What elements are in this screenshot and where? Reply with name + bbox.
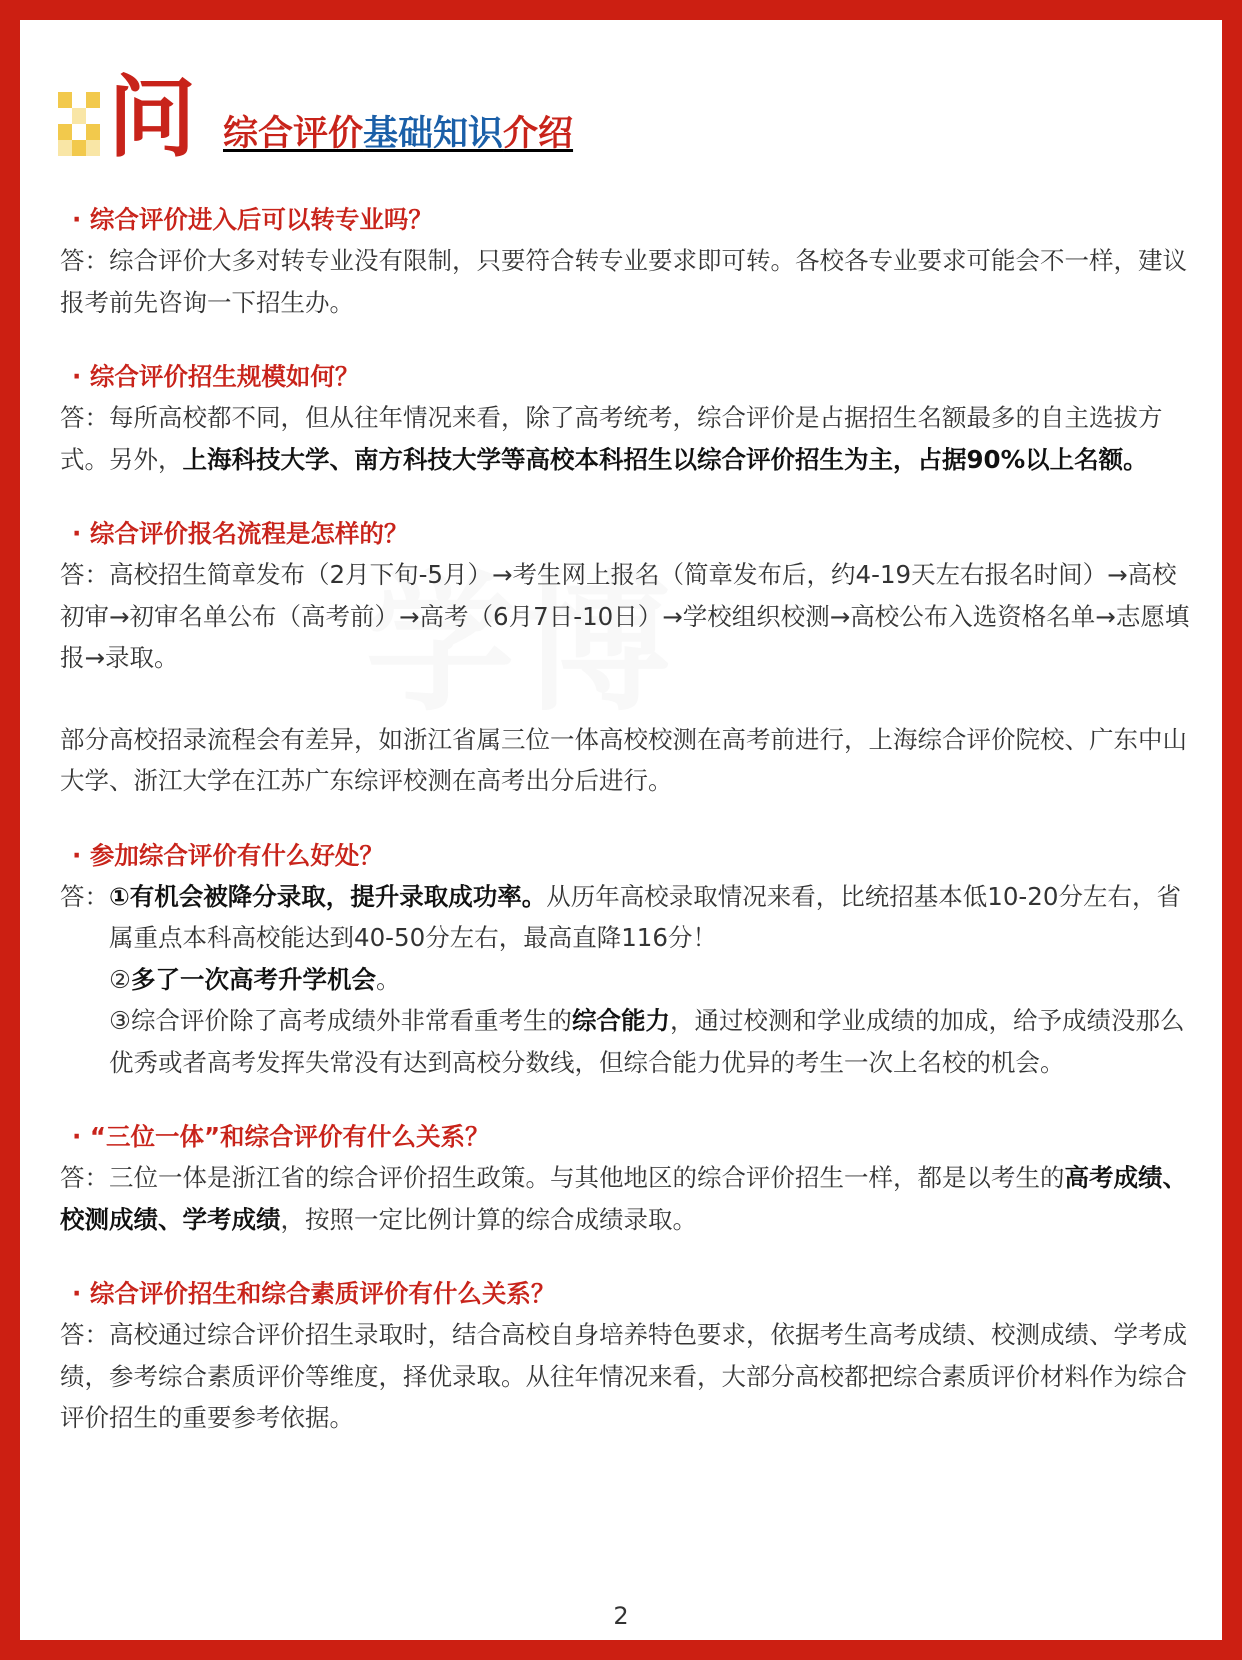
answer-highlight: 上海科技大学、南方科技大学等高校本科招生以综合评价招生为主，占据90%以上名额。 — [182, 444, 1148, 474]
faq-section-3 — [60, 514, 1200, 802]
question: · 综合评价招生和综合素质评价有什么关系？ — [72, 1279, 556, 1308]
question: · 参加综合评价有什么好处？ — [72, 840, 384, 870]
answer-list — [60, 876, 1200, 1084]
page — [20, 20, 1222, 1640]
answer-highlight: 高考成绩、校测成绩、学考成绩 — [60, 1163, 1187, 1234]
faq-section-4 — [60, 836, 1200, 1084]
title-part2: 基础知识 — [363, 114, 504, 154]
answer: 答：高校招生简章发布（2月下旬-5月）→考生网上报名（简章发布后，约4-19天左右报名时间）→高校初审→初审名单公布（高考前）→高考（6月7日-10日）→学校组织校测→高校公布入选资格名单→志愿填报→录取。 — [60, 560, 1190, 672]
faq-section-2 — [60, 357, 1200, 480]
answer-note: 部分高校招录流程会有差异，如浙江省属三位一体高校校测在高考前进行，上海综合评价院校、广东中山大学、浙江大学在江苏广东综评校测在高考出分后进行。 — [60, 724, 1187, 795]
question: · 综合评价进入后可以转专业吗？ — [72, 205, 433, 234]
question: · 综合评价报名流程是怎样的？ — [72, 519, 409, 548]
faq-section-5 — [60, 1117, 1200, 1240]
answer: 答：高校通过综合评价招生录取时，结合高校自身培养特色要求，依据考生高考成绩、校测成绩、学考成绩，参考综合素质评价等维度，择优录取。从往年情况来看，大部分高校都把综合素质评价材料作为综合评价招生的重要参考依据。 — [60, 1320, 1187, 1432]
answer: 答：综合评价大多对转专业没有限制，只要符合转专业要求即可转。各校各专业要求可能会不一样，建议报考前先咨询一下招生办。 — [60, 246, 1187, 317]
answer: 答：每所高校都不同，但从往年情况来看，除了高考统考，综合评价是占据招生名额最多的自主选拔方式。另外，上海科技大学、南方科技大学等高校本科招生以综合评价招生为主，占据90%以上名额。 — [60, 403, 1163, 474]
watermark: 学博 — [365, 558, 678, 732]
answer-item-3: ③综合评价除了高考成绩外非常看重考生的综合能力，通过校测和学业成绩的加成，给予成绩没那么优秀或者高考发挥失常没有达到高校分数线，但综合能力优异的考生一次上名校的机会。 — [109, 1006, 1185, 1077]
answer: 答：三位一体是浙江省的综合评价招生政策。与其他地区的综合评价招生一样，都是以考生的高考成绩、校测成绩、学考成绩，按照一定比例计算的综合成绩录取。 — [60, 1163, 1187, 1234]
answer-label: 答： — [60, 881, 109, 911]
title-part3: 介绍 — [503, 114, 574, 154]
answer-item-2: ②多了一次高考升学机会。 — [109, 964, 401, 994]
question-char-icon: 问 — [108, 66, 197, 169]
question: · 综合评价招生规模如何？ — [72, 362, 360, 391]
checker-decoration-icon — [58, 92, 100, 156]
question: · “三位一体”和综合评价有什么关系？ — [72, 1122, 490, 1151]
answer-item-1: ①有机会被降分录取，提升录取成功率。从历年高校录取情况来看，比统招基本低10-20分左右，省属重点本科高校能达到40-50分左右，最高直降116分！ — [109, 881, 1181, 952]
page-title — [223, 112, 573, 156]
content — [60, 200, 1200, 1439]
faq-section-1 — [60, 200, 1200, 323]
header — [58, 62, 1158, 172]
page-number: 2 — [613, 1602, 629, 1630]
faq-section-6 — [60, 1274, 1200, 1439]
title-part1: 综合评价 — [223, 114, 364, 154]
